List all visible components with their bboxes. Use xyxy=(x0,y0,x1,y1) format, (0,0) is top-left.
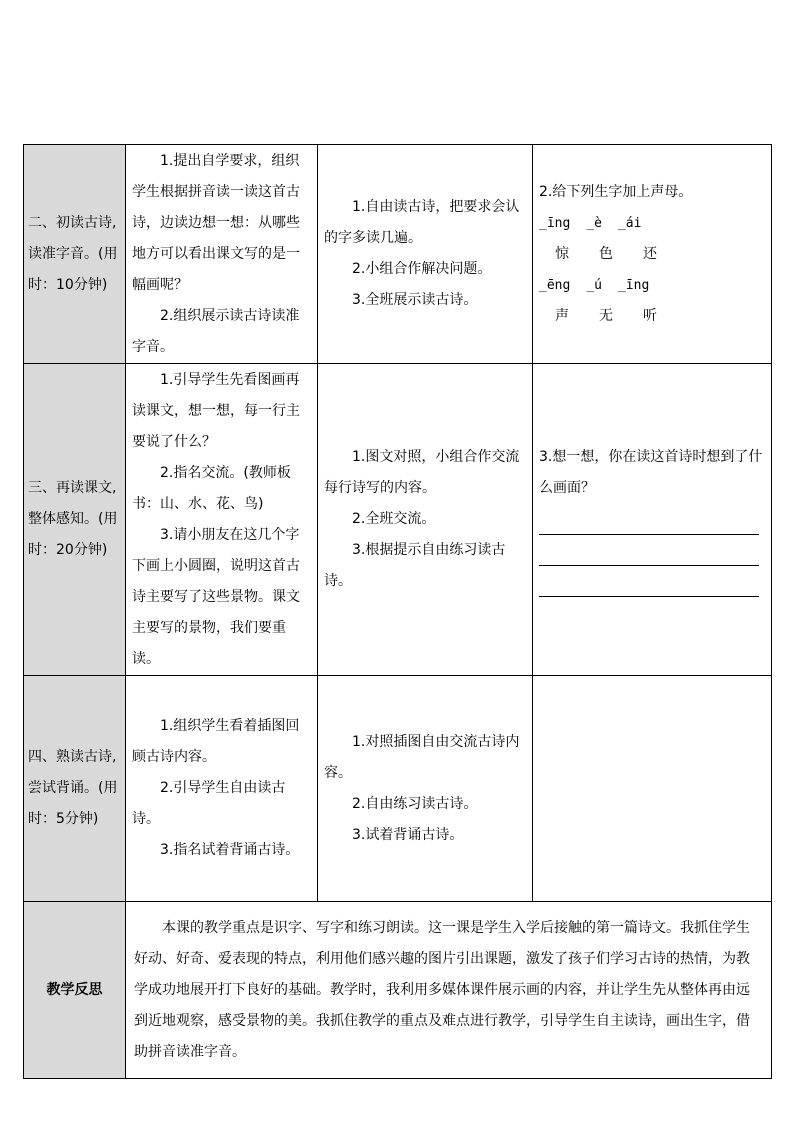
hanzi: 声 xyxy=(555,307,569,324)
exercise-cell xyxy=(533,676,772,902)
reflection-text: 本课的教学重点是识字、写字和练习朗读。这一课是学生入学后接触的第一篇诗文。我抓住学生好动、好奇、爱表现的特点，利用他们感兴趣的图片引出课题，激发了孩子们学习古诗的热情，为教学成功地展开打下良好的基础。教学时，我利用多媒体课件展示画的内容，并让学生先从整体再由远到近地观察，感受景物的美。我抓住教学的重点及难点进行教学，引导学生自主读诗，画出生字，借助拼音读准字音。 xyxy=(134,919,750,1060)
student-step: 3.全班展示读古诗。 xyxy=(352,292,478,308)
student-step: 1.图文对照，小组合作交流每行诗写的内容。 xyxy=(324,449,520,496)
lesson-plan-table xyxy=(23,144,772,1079)
student-step: 2.全班交流。 xyxy=(352,511,436,527)
teacher-step: 2.指名交流。(教师板书：山、水、花、鸟) xyxy=(132,464,291,512)
hanzi: 还 xyxy=(643,245,657,262)
exercise-cell xyxy=(533,145,772,364)
teacher-activity-cell xyxy=(126,676,318,902)
student-step: 3.根据提示自由练习读古诗。 xyxy=(324,542,506,589)
teacher-step: 1.引导学生先看图画再读课文，想一想，每一行主要说了什么？ xyxy=(132,371,300,450)
pinyin-blank[interactable]: _è xyxy=(586,215,602,231)
char-row xyxy=(539,301,765,332)
teacher-step: 3.指名试着背诵古诗。 xyxy=(160,842,300,858)
teacher-step: 2.引导学生自由读古诗。 xyxy=(132,780,286,827)
answer-line[interactable] xyxy=(539,535,759,566)
teacher-activity-cell xyxy=(126,364,318,676)
char-row xyxy=(539,239,765,270)
teacher-step: 1.组织学生看着插图回顾古诗内容。 xyxy=(132,718,300,765)
table-row xyxy=(24,145,772,364)
pinyin-blank[interactable]: _īng xyxy=(617,277,650,293)
student-step: 2.小组合作解决问题。 xyxy=(352,261,492,277)
exercise-cell xyxy=(533,364,772,676)
student-step: 1.对照插图自由交流古诗内容。 xyxy=(324,733,520,781)
exercise-title: 2.给下列生字加上声母。 xyxy=(539,183,693,200)
stage-text: 三、再读课文,整体感知。(用时：20分钟) xyxy=(28,480,118,558)
teacher-step: 2.组织展示读古诗读准字音。 xyxy=(132,307,300,355)
student-activity-cell xyxy=(318,145,533,364)
stage-cell xyxy=(24,676,126,902)
reflection-cell xyxy=(126,902,772,1079)
teacher-step: 1.提出自学要求，组织学生根据拼音读一读这首古诗，边读边想一想：从哪些地方可以看出课文写的是一幅画呢？ xyxy=(132,152,300,293)
pinyin-blank[interactable]: _ú xyxy=(586,277,602,293)
student-activity-cell xyxy=(318,676,533,902)
student-activity-cell xyxy=(318,364,533,676)
table-row xyxy=(24,364,772,676)
hanzi: 色 xyxy=(599,245,613,262)
pinyin-row xyxy=(539,270,765,301)
hanzi: 听 xyxy=(643,307,657,324)
stage-text: 四、熟读古诗,尝试背诵。(用时：5分钟) xyxy=(28,749,118,827)
pinyin-blank[interactable]: _ēng xyxy=(539,277,571,293)
stage-cell xyxy=(24,145,126,364)
table-row xyxy=(24,676,772,902)
hanzi: 惊 xyxy=(555,245,569,262)
pinyin-blank[interactable]: _īng xyxy=(539,215,571,231)
pinyin-blank[interactable]: _ái xyxy=(617,215,642,231)
answer-line[interactable] xyxy=(539,566,759,597)
pinyin-row xyxy=(539,208,765,239)
reflection-label: 教学反思 xyxy=(24,902,126,1079)
teacher-step: 3.请小朋友在这几个字下画上小圆圈，说明这首古诗主要写了这些景物。课文主要写的景物，我们要重读。 xyxy=(132,526,300,667)
reflection-row xyxy=(24,902,772,1079)
student-step: 2.自由练习读古诗。 xyxy=(352,795,478,812)
hanzi: 无 xyxy=(599,307,613,324)
student-step: 3.试着背诵古诗。 xyxy=(352,826,464,843)
student-step: 1.自由读古诗，把要求会认的字多读几遍。 xyxy=(324,199,520,246)
stage-text: 二、初读古诗,读准字音。(用时：10分钟) xyxy=(28,214,118,293)
teacher-activity-cell xyxy=(126,145,318,364)
exercise-title: 3.想一想，你在读这首诗时想到了什么画面？ xyxy=(539,449,763,496)
stage-cell xyxy=(24,364,126,676)
answer-line[interactable] xyxy=(539,504,759,535)
